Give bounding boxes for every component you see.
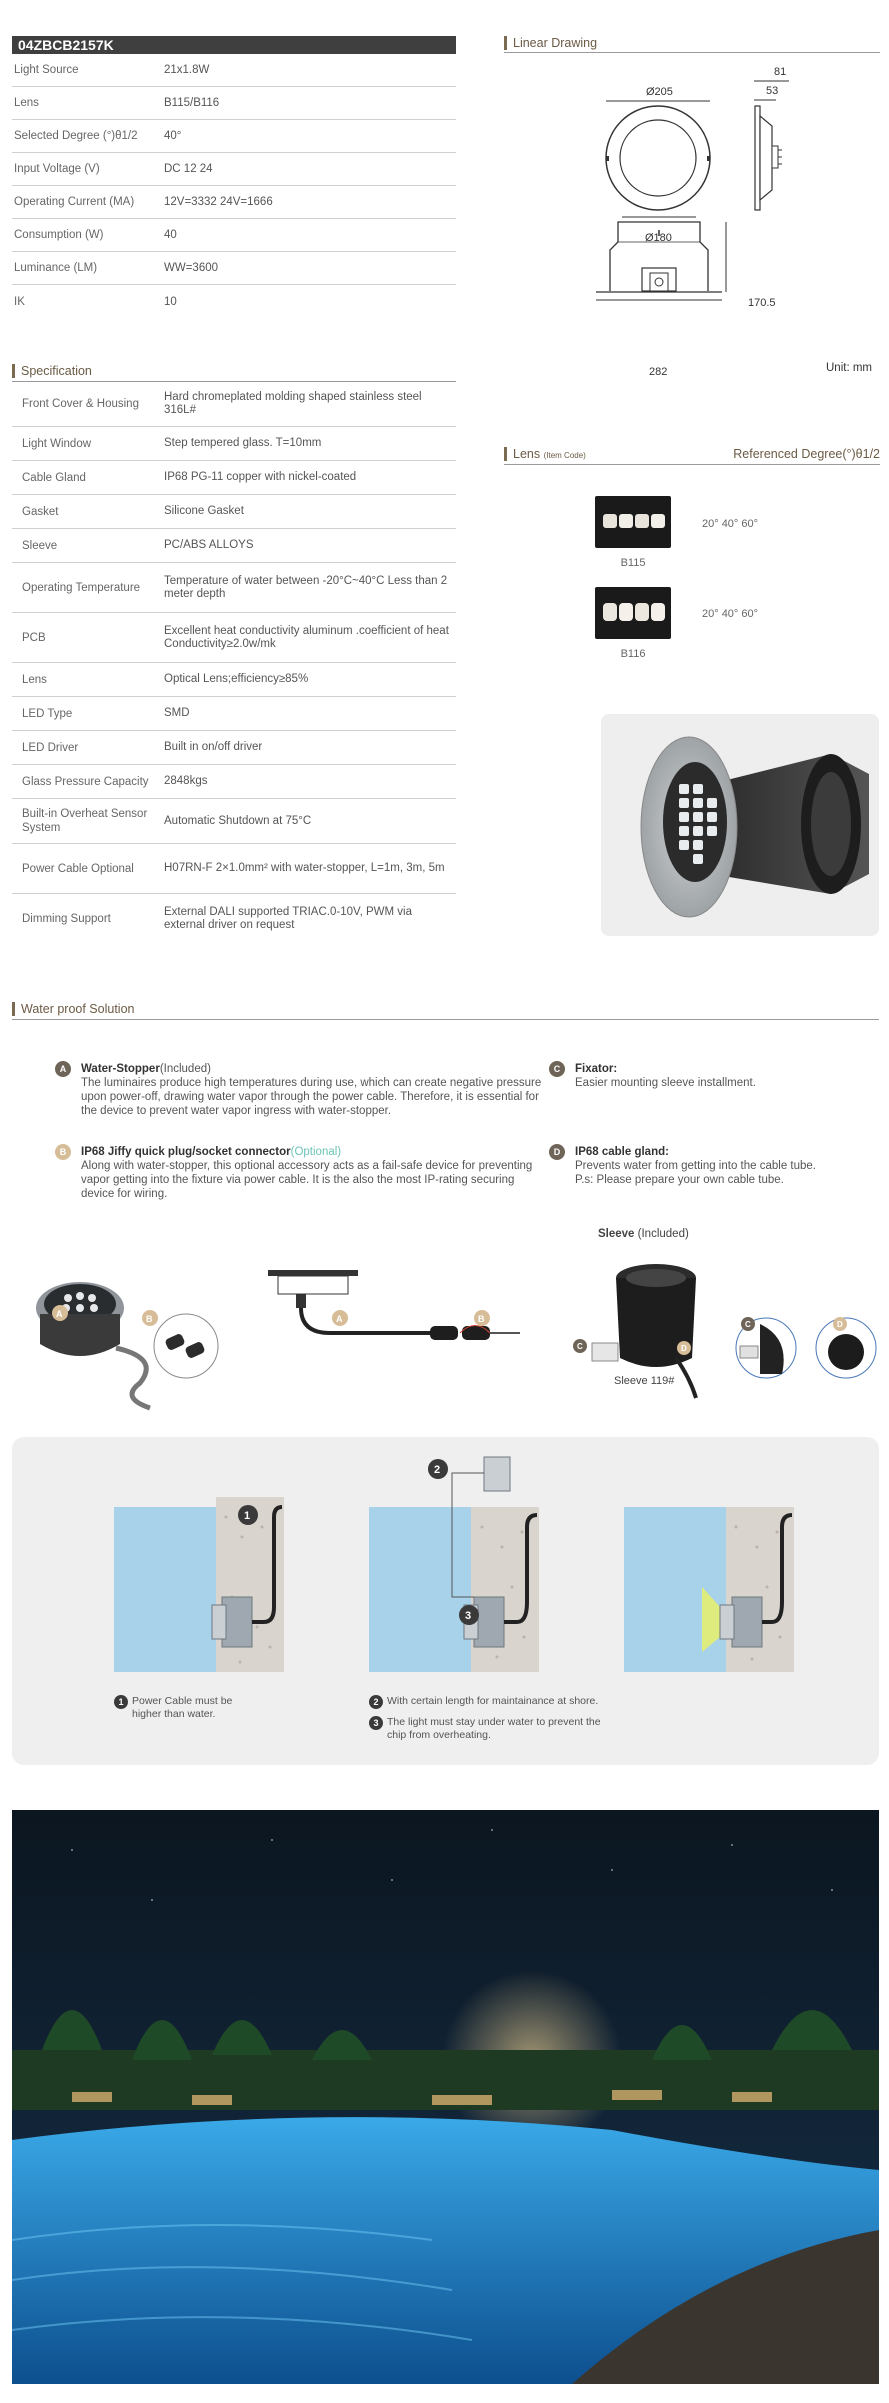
spec-value: Built in on/off driver bbox=[164, 741, 263, 753]
note-text: Power Cable must be higher than water. bbox=[132, 1695, 233, 1720]
product-photo bbox=[601, 714, 879, 936]
feature-d-text-1: Prevents water from getting into the cable tube. bbox=[575, 1160, 816, 1172]
spec-row bbox=[12, 153, 456, 186]
lens-b115-image bbox=[595, 496, 671, 550]
spec-key: Operating Current (MA) bbox=[14, 196, 135, 208]
linear-drawing-title: Linear Drawing bbox=[504, 36, 880, 50]
lens-header bbox=[504, 447, 880, 465]
divider bbox=[504, 52, 880, 53]
spec-key: Operating Temperature bbox=[22, 581, 141, 594]
lens-code-label: (Item Code) bbox=[543, 451, 586, 460]
feature-c-title: Fixator: bbox=[575, 1063, 618, 1075]
svg-text:D: D bbox=[681, 1344, 687, 1353]
spec-value: B115/B116 bbox=[164, 97, 220, 109]
badge-a: A bbox=[55, 1061, 71, 1077]
degree-title: Referenced Degree(°)θ1/2 bbox=[733, 447, 880, 461]
spec-value: 40 bbox=[164, 229, 177, 241]
feature-c-text: Easier mounting sleeve installment. bbox=[575, 1077, 756, 1089]
spec-key: PCB bbox=[22, 631, 46, 644]
spec-row bbox=[12, 613, 456, 663]
svg-text:B: B bbox=[478, 1314, 485, 1324]
lens-name: B116 bbox=[620, 648, 646, 660]
lens-degrees: 20° 40° 60° bbox=[702, 518, 759, 530]
note-text: The light must stay under water to prevent the chip from overheating. bbox=[387, 1716, 601, 1741]
spec-row bbox=[12, 799, 456, 844]
sleeve-suffix: (Included) bbox=[637, 1228, 689, 1240]
install-note-3 bbox=[369, 1716, 619, 1742]
svg-text:C: C bbox=[745, 1320, 751, 1329]
install-note-2 bbox=[369, 1695, 619, 1709]
feature-d bbox=[549, 1145, 869, 1187]
feature-d-content bbox=[549, 1145, 869, 1187]
spec-key: Built-in Overheat Sensor System bbox=[22, 808, 148, 834]
spec-value: WW=3600 bbox=[164, 262, 219, 274]
lens-title: Lens bbox=[513, 447, 541, 461]
spec-value: 40° bbox=[164, 130, 182, 142]
spec-value: H07RN-F 2×1.0mm² with water-stopper, L=1m, 3m, 5m bbox=[164, 862, 445, 874]
waterproof-title: Water proof Solution bbox=[12, 1002, 879, 1016]
spec-key: Lens bbox=[22, 673, 47, 686]
spec-key: Luminance (LM) bbox=[14, 262, 98, 274]
spec-value: 12V=3332 24V=1666 bbox=[164, 196, 273, 208]
install-note-1 bbox=[114, 1695, 234, 1721]
lens-array-icon bbox=[595, 496, 671, 548]
spec-key: Cable Gland bbox=[22, 471, 86, 484]
specification-title: Specification bbox=[12, 364, 456, 378]
divider bbox=[12, 1019, 879, 1020]
spec-row bbox=[12, 427, 456, 461]
spec-value: Temperature of water between -20°C~40°C Less than 2 meter depth bbox=[164, 574, 448, 600]
feature-d-title: IP68 cable gland: bbox=[575, 1146, 669, 1158]
divider bbox=[504, 464, 880, 465]
dimension-label: Ø205 bbox=[646, 86, 673, 98]
spec-key: Dimming Support bbox=[22, 913, 111, 925]
night-scene bbox=[12, 1810, 879, 2384]
spec-key: Sleeve bbox=[22, 539, 58, 552]
spec-value: PC/ABS ALLOYS bbox=[164, 539, 254, 551]
feature-a-content bbox=[55, 1062, 545, 1118]
spec-key: Light Window bbox=[22, 437, 92, 450]
spec-row bbox=[12, 186, 456, 219]
spec-row bbox=[12, 219, 456, 252]
svg-text:2: 2 bbox=[434, 1464, 441, 1476]
installation-panel bbox=[12, 1437, 879, 1765]
model-title: 04ZBCB2157K bbox=[12, 36, 456, 54]
spec-value: Step tempered glass. T=10mm bbox=[164, 437, 322, 449]
spec-value: Silicone Gasket bbox=[164, 505, 244, 517]
feature-a-title: Water-Stopper bbox=[81, 1063, 160, 1075]
dimension-label: Ø180 bbox=[645, 232, 672, 244]
spec-row bbox=[12, 563, 456, 613]
svg-text:B: B bbox=[146, 1314, 153, 1324]
feature-c bbox=[549, 1062, 869, 1090]
spec-row bbox=[12, 894, 456, 944]
lens-name: B115 bbox=[620, 557, 646, 569]
spec-row bbox=[12, 663, 456, 697]
feature-b-content bbox=[55, 1145, 545, 1201]
lens-image bbox=[595, 496, 671, 548]
pool-light-illustration bbox=[601, 714, 879, 936]
feature-c-content bbox=[549, 1062, 869, 1090]
note-number: 2 bbox=[369, 1695, 383, 1709]
lens-b116-image bbox=[595, 587, 671, 641]
spec-key: Light Source bbox=[14, 64, 79, 76]
spec-row bbox=[12, 252, 456, 285]
svg-text:A: A bbox=[336, 1314, 343, 1324]
unit-label: Unit: mm bbox=[826, 362, 872, 374]
spec-key: Gasket bbox=[22, 505, 59, 518]
waterproof-header bbox=[12, 1002, 879, 1020]
feature-a-text: The luminaires produce high temperatures during use, which can create negative pressure upon power-off, drawing water vapor through the power cable. Therefore, it is essential for the device to prevent water vapor ingress with water-stopper. bbox=[81, 1077, 542, 1117]
spec-key: LED Type bbox=[22, 707, 73, 720]
lens-degrees: 20° 40° 60° bbox=[702, 608, 759, 620]
spec-value: SMD bbox=[164, 707, 190, 719]
sleeve-caption: Sleeve 119# bbox=[614, 1375, 675, 1387]
dimension-label: 170.5 bbox=[748, 297, 776, 309]
svg-text:A: A bbox=[56, 1309, 63, 1319]
note-text: With certain length for maintainance at shore. bbox=[387, 1695, 599, 1707]
dimension-label: 53 bbox=[766, 85, 779, 97]
lens-array-icon bbox=[595, 587, 671, 639]
spec-value: DC 12 24 bbox=[164, 163, 213, 175]
spec-value: IP68 PG-11 copper with nickel-coated bbox=[164, 471, 357, 483]
specification-header bbox=[12, 364, 456, 382]
spec-key: Lens bbox=[14, 97, 39, 109]
spec-row bbox=[12, 844, 456, 894]
linear-drawing bbox=[504, 36, 880, 376]
spec-key: LED Driver bbox=[22, 741, 79, 754]
feature-b-title: IP68 Jiffy quick plug/socket connector bbox=[81, 1146, 291, 1158]
basic-spec-table bbox=[12, 54, 456, 318]
spec-key: Glass Pressure Capacity bbox=[22, 775, 149, 788]
note-number: 3 bbox=[369, 1716, 383, 1730]
badge-c: C bbox=[549, 1061, 565, 1077]
spec-row bbox=[12, 765, 456, 799]
spec-row bbox=[12, 529, 456, 563]
feature-b-suffix: (Optional) bbox=[290, 1146, 342, 1158]
badge-d: D bbox=[549, 1144, 565, 1160]
lens-image bbox=[595, 587, 671, 639]
lens-title-row bbox=[504, 447, 880, 461]
spec-key: Selected Degree (°)θ1/2 bbox=[14, 130, 138, 142]
feature-b-text: Along with water-stopper, this optional accessory acts as a fail-safe device for preventing vapor getting into the fixture via power cable. It is the also the most IP-rating securing device for wiring. bbox=[81, 1160, 533, 1200]
spec-row bbox=[12, 120, 456, 153]
spec-row bbox=[12, 697, 456, 731]
spec-row bbox=[12, 461, 456, 495]
accessory-illustrations bbox=[20, 1248, 880, 1418]
spec-row bbox=[12, 731, 456, 765]
spec-row bbox=[12, 495, 456, 529]
dimension-label: 282 bbox=[649, 366, 668, 378]
spec-key: Front Cover & Housing bbox=[22, 398, 139, 410]
badge-b: B bbox=[55, 1144, 71, 1160]
svg-text:1: 1 bbox=[244, 1510, 251, 1522]
spec-value: Hard chromeplated molding shaped stainless steel 316L# bbox=[164, 391, 422, 416]
svg-text:C: C bbox=[577, 1342, 583, 1351]
spec-value: Automatic Shutdown at 75°C bbox=[164, 814, 312, 827]
spec-value: External DALI supported TRIAC.0-10V, PWM via external driver on request bbox=[164, 906, 412, 931]
sleeve-title: Sleeve bbox=[598, 1228, 635, 1240]
sleeve-heading bbox=[598, 1228, 689, 1240]
spec-value: Optical Lens;efficiency≥85% bbox=[164, 673, 309, 685]
spec-value: 21x1.8W bbox=[164, 64, 210, 76]
spec-key: Power Cable Optional bbox=[22, 862, 134, 875]
spec-key: Consumption (W) bbox=[14, 229, 104, 241]
feature-a-suffix: (Included) bbox=[159, 1063, 211, 1075]
spec-row bbox=[12, 285, 456, 318]
spec-row bbox=[12, 87, 456, 120]
dimension-label: 81 bbox=[774, 66, 787, 78]
spec-value: Excellent heat conductivity aluminum .coefficient of heat Conductivity≥2.0w/mk bbox=[164, 624, 449, 650]
spec-value: 2848kgs bbox=[164, 775, 208, 787]
specification-table bbox=[12, 382, 456, 944]
pool-night-photo bbox=[12, 1810, 879, 2384]
svg-text:3: 3 bbox=[465, 1610, 472, 1622]
accessory-drawings bbox=[20, 1248, 880, 1418]
spec-row bbox=[12, 54, 456, 87]
spec-key: Input Voltage (V) bbox=[14, 163, 100, 175]
technical-drawing bbox=[504, 54, 880, 374]
svg-text:D: D bbox=[837, 1320, 843, 1329]
spec-row bbox=[12, 382, 456, 427]
feature-b bbox=[55, 1145, 545, 1201]
spec-key: IK bbox=[14, 295, 25, 308]
lens-title-wrap bbox=[513, 447, 586, 461]
feature-d-text-2: P.s: Please prepare your own cable tube. bbox=[575, 1174, 784, 1186]
note-number: 1 bbox=[114, 1695, 128, 1709]
spec-value: 10 bbox=[164, 295, 177, 308]
feature-a bbox=[55, 1062, 545, 1118]
